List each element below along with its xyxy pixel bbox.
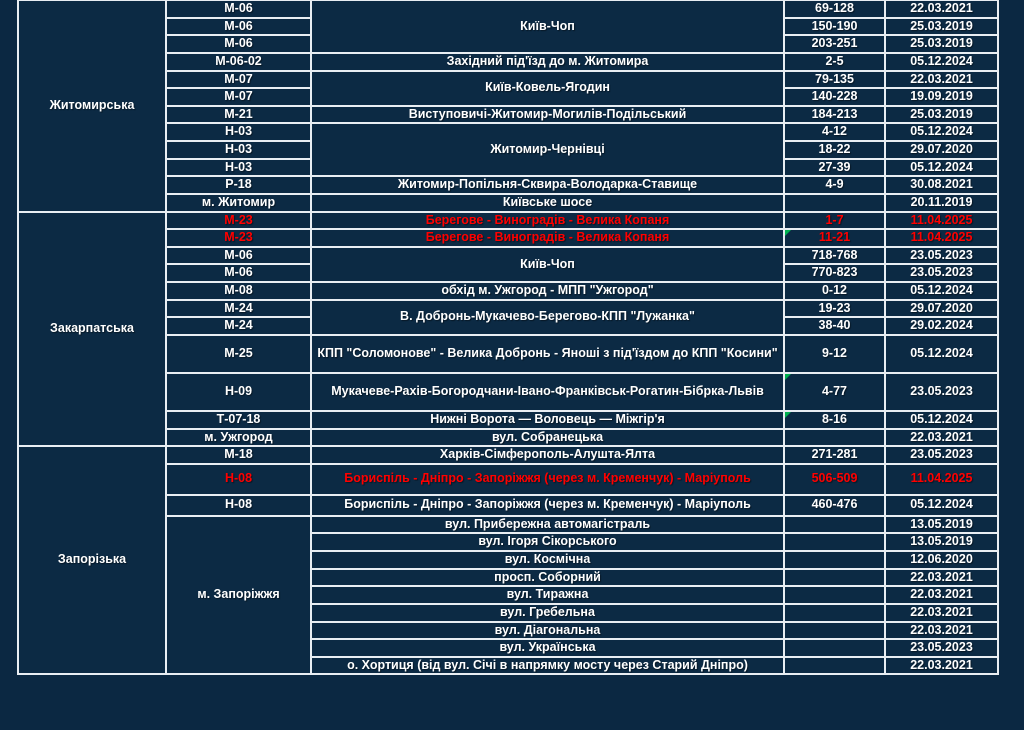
road-name-cell[interactable]: Житомир-Попільня-Сквира-Володарка-Ставище — [311, 176, 784, 194]
km-range-cell[interactable]: 460-476 — [784, 495, 885, 516]
km-range-cell[interactable] — [784, 639, 885, 657]
date-cell[interactable]: 12.06.2020 — [885, 551, 998, 569]
date-cell[interactable]: 22.03.2021 — [885, 0, 998, 18]
road-name-cell[interactable]: Нижні Ворота — Воловець — Міжгір'я — [311, 411, 784, 429]
km-range-cell[interactable]: 203-251 — [784, 35, 885, 53]
road-name-cell[interactable]: Київ-Чоп — [311, 247, 784, 282]
km-range-cell[interactable]: 38-40 — [784, 317, 885, 335]
km-range-cell[interactable] — [784, 569, 885, 587]
road-code-cell[interactable]: м. Ужгород — [166, 429, 311, 447]
road-name-cell[interactable]: вул. Ігоря Сікорського — [311, 533, 784, 551]
road-name-cell[interactable]: вул. Прибережна автомагістраль — [311, 516, 784, 534]
road-code-cell[interactable]: м. Запоріжжя — [166, 516, 311, 675]
date-cell[interactable]: 13.05.2019 — [885, 533, 998, 551]
km-range-cell[interactable] — [784, 533, 885, 551]
table-row-highlighted — [18, 212, 998, 230]
date-cell[interactable]: 05.12.2024 — [885, 123, 998, 141]
road-name-cell[interactable]: Виступовичі-Житомир-Могилів-Подільський — [311, 106, 784, 124]
road-code-cell[interactable]: М-07 — [166, 88, 311, 106]
road-name-cell[interactable]: вул. Тиражна — [311, 586, 784, 604]
date-cell[interactable]: 05.12.2024 — [885, 282, 998, 300]
km-range-cell[interactable]: 718-768 — [784, 247, 885, 265]
date-cell[interactable]: 22.03.2021 — [885, 604, 998, 622]
km-range-cell[interactable]: 9-12 — [784, 335, 885, 373]
km-range-cell[interactable]: 140-228 — [784, 88, 885, 106]
road-name-cell[interactable]: о. Хортиця (від вул. Січі в напрямку мосту через Старий Дніпро) — [311, 657, 784, 675]
km-range-cell[interactable]: 506-509 — [784, 464, 885, 495]
road-name-cell[interactable]: Бориспіль - Дніпро - Запоріжжя (через м. Кременчук) - Маріуполь — [311, 464, 784, 495]
date-cell[interactable]: 29.02.2024 — [885, 317, 998, 335]
km-range-cell[interactable] — [784, 229, 885, 247]
road-name-cell[interactable]: Київ-Чоп — [311, 0, 784, 53]
road-code-cell[interactable]: М-23 — [166, 212, 311, 230]
date-cell[interactable]: 22.03.2021 — [885, 71, 998, 89]
date-cell[interactable]: 23.05.2023 — [885, 446, 998, 464]
table-row — [18, 0, 998, 18]
road-code-cell[interactable]: Н-08 — [166, 464, 311, 495]
km-range-cell[interactable]: 184-213 — [784, 106, 885, 124]
road-name-cell[interactable]: Берегове - Виноградів - Велика Копаня — [311, 212, 784, 230]
road-name-cell[interactable]: Бориспіль - Дніпро - Запоріжжя (через м. Кременчук) - Маріуполь — [311, 495, 784, 516]
road-name-cell[interactable]: В. Добронь-Мукачево-Берегово-КПП "Лужанка" — [311, 300, 784, 335]
km-range-cell[interactable]: 1-7 — [784, 212, 885, 230]
km-range-cell[interactable]: 4-12 — [784, 123, 885, 141]
date-cell[interactable]: 19.09.2019 — [885, 88, 998, 106]
km-range-cell[interactable]: 79-135 — [784, 71, 885, 89]
region-cell[interactable]: Житомирська — [18, 0, 166, 212]
date-cell[interactable]: 30.08.2021 — [885, 176, 998, 194]
roads-table — [17, 0, 999, 675]
road-code-cell[interactable]: М-23 — [166, 229, 311, 247]
date-cell[interactable]: 23.05.2023 — [885, 247, 998, 265]
region-cell[interactable]: Запорізька — [18, 446, 166, 674]
date-cell[interactable]: 13.05.2019 — [885, 516, 998, 534]
road-name-cell[interactable]: Житомир-Чернівці — [311, 123, 784, 176]
road-code-cell[interactable]: м. Житомир — [166, 194, 311, 212]
road-name-cell[interactable]: Західний під'їзд до м. Житомира — [311, 53, 784, 71]
road-code-cell[interactable]: М-08 — [166, 282, 311, 300]
road-name-cell[interactable]: Харків-Сімферополь-Алушта-Ялта — [311, 446, 784, 464]
road-code-cell[interactable]: М-06 — [166, 0, 311, 18]
date-cell[interactable]: 11.04.2025 — [885, 212, 998, 230]
road-code-cell[interactable]: М-25 — [166, 335, 311, 373]
date-cell[interactable]: 22.03.2021 — [885, 429, 998, 447]
date-cell[interactable]: 25.03.2019 — [885, 106, 998, 124]
road-code-cell[interactable]: Р-18 — [166, 176, 311, 194]
km-range-cell[interactable] — [784, 429, 885, 447]
date-cell[interactable]: 25.03.2019 — [885, 35, 998, 53]
km-range-cell[interactable]: 770-823 — [784, 264, 885, 282]
date-cell[interactable]: 11.04.2025 — [885, 464, 998, 495]
left-cutoff-column — [0, 0, 17, 730]
road-code-cell[interactable]: Н-08 — [166, 495, 311, 516]
road-name-cell[interactable]: Мукачеве-Рахів-Богородчани-Івано-Франківськ-Рогатин-Бібрка-Львів — [311, 373, 784, 411]
date-cell[interactable]: 20.11.2019 — [885, 194, 998, 212]
date-cell[interactable]: 22.03.2021 — [885, 586, 998, 604]
date-cell[interactable]: 23.05.2023 — [885, 373, 998, 411]
road-code-cell[interactable]: Н-09 — [166, 373, 311, 411]
road-code-cell[interactable]: М-24 — [166, 317, 311, 335]
date-cell[interactable]: 23.05.2023 — [885, 264, 998, 282]
date-cell[interactable]: 22.03.2021 — [885, 657, 998, 675]
km-range-value: 4-77 — [821, 384, 848, 399]
table-row — [18, 446, 998, 464]
road-name-cell[interactable]: Київ-Ковель-Ягодин — [311, 71, 784, 106]
km-range-cell[interactable]: 19-23 — [784, 300, 885, 318]
km-range-cell[interactable] — [784, 373, 885, 411]
date-cell[interactable]: 05.12.2024 — [885, 495, 998, 516]
road-name-cell[interactable]: вул. Українська — [311, 639, 784, 657]
comment-marker-icon — [785, 412, 791, 418]
date-cell[interactable]: 05.12.2024 — [885, 159, 998, 177]
date-cell[interactable]: 22.03.2021 — [885, 569, 998, 587]
road-code-cell[interactable]: Н-03 — [166, 159, 311, 177]
region-cell[interactable]: Закарпатська — [18, 212, 166, 447]
km-range-cell[interactable]: 150-190 — [784, 18, 885, 36]
road-name-cell[interactable]: Київське шосе — [311, 194, 784, 212]
road-name-cell[interactable]: вул. Діагональна — [311, 622, 784, 640]
km-range-cell[interactable]: 0-12 — [784, 282, 885, 300]
date-cell[interactable]: 11.04.2025 — [885, 229, 998, 247]
km-range-cell[interactable] — [784, 586, 885, 604]
km-range-cell[interactable] — [784, 604, 885, 622]
km-range-cell[interactable] — [784, 622, 885, 640]
km-range-cell[interactable]: 27-39 — [784, 159, 885, 177]
road-code-cell[interactable]: М-24 — [166, 300, 311, 318]
date-cell[interactable]: 05.12.2024 — [885, 53, 998, 71]
km-range-cell[interactable]: 2-5 — [784, 53, 885, 71]
km-range-cell[interactable] — [784, 657, 885, 675]
km-range-cell[interactable]: 69-128 — [784, 0, 885, 18]
road-code-cell[interactable]: Т-07-18 — [166, 411, 311, 429]
road-code-cell[interactable]: М-18 — [166, 446, 311, 464]
comment-marker-icon — [785, 230, 791, 236]
road-code-cell[interactable]: М-06 — [166, 18, 311, 36]
road-code-cell[interactable]: Н-03 — [166, 141, 311, 159]
date-cell[interactable]: 29.07.2020 — [885, 141, 998, 159]
km-range-cell[interactable]: 18-22 — [784, 141, 885, 159]
date-cell[interactable]: 23.05.2023 — [885, 639, 998, 657]
date-cell[interactable]: 25.03.2019 — [885, 18, 998, 36]
road-name-cell[interactable]: КПП "Соломонове" - Велика Добронь - Яноші з під'їздом до КПП "Косини" — [311, 335, 784, 373]
road-name-cell[interactable]: просп. Соборний — [311, 569, 784, 587]
km-range-cell[interactable] — [784, 411, 885, 429]
road-name-cell[interactable]: вул. Собранецька — [311, 429, 784, 447]
comment-marker-icon — [785, 374, 791, 380]
km-range-cell[interactable]: 4-9 — [784, 176, 885, 194]
road-code-cell[interactable]: М-07 — [166, 71, 311, 89]
date-cell[interactable]: 05.12.2024 — [885, 411, 998, 429]
km-range-cell[interactable]: 271-281 — [784, 446, 885, 464]
road-code-cell[interactable]: Н-03 — [166, 123, 311, 141]
km-range-cell[interactable] — [784, 194, 885, 212]
date-cell[interactable]: 05.12.2024 — [885, 335, 998, 373]
km-range-value: 11-21 — [818, 230, 851, 245]
date-cell[interactable]: 29.07.2020 — [885, 300, 998, 318]
road-code-cell[interactable]: М-06-02 — [166, 53, 311, 71]
road-name-cell[interactable]: обхід м. Ужгород - МПП "Ужгород" — [311, 282, 784, 300]
road-name-cell[interactable]: Берегове - Виноградів - Велика Копаня — [311, 229, 784, 247]
km-range-cell[interactable] — [784, 516, 885, 534]
road-code-cell[interactable]: М-06 — [166, 247, 311, 265]
date-cell[interactable]: 22.03.2021 — [885, 622, 998, 640]
road-name-cell[interactable]: вул. Космічна — [311, 551, 784, 569]
km-range-value: 8-16 — [821, 411, 848, 426]
road-name-cell[interactable]: вул. Гребельна — [311, 604, 784, 622]
road-code-cell[interactable]: М-21 — [166, 106, 311, 124]
km-range-cell[interactable] — [784, 551, 885, 569]
road-code-cell[interactable]: М-06 — [166, 35, 311, 53]
road-code-cell[interactable]: М-06 — [166, 264, 311, 282]
